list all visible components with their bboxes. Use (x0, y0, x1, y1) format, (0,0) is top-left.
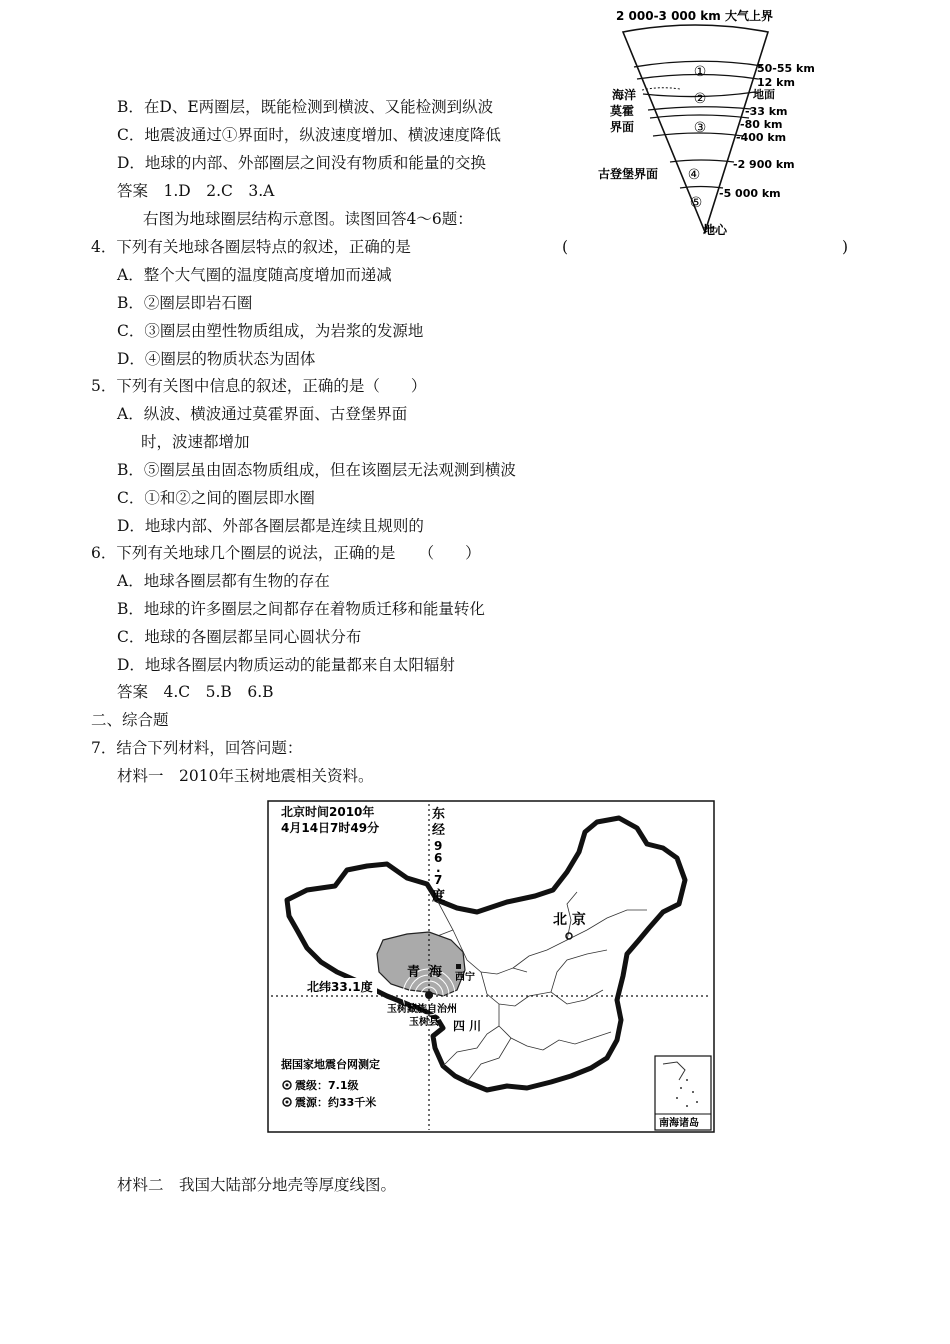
yushu-label-1: 玉树藏族自治州 (387, 1004, 457, 1015)
option-5c: C．①和②之间的圈层即水圈 (117, 489, 315, 507)
option-5a: A．纵波、横波通过莫霍界面、古登堡界面 (117, 405, 408, 423)
yushu-earthquake-map (267, 800, 715, 1134)
longitude-label-3: 9 (434, 839, 443, 853)
inset-label: 南海诸岛 (659, 1118, 699, 1129)
layer-5-label: ⑤ (689, 195, 703, 211)
option-3d: D．地球的内部、外部圈层之间没有物质和能量的交换 (117, 154, 486, 172)
longitude-label-6: 7 (434, 873, 443, 887)
layer-3-label: ③ (693, 120, 707, 136)
moho-label-1: 莫霍 (610, 104, 635, 118)
time-label-2: 4月14日7时49分 (281, 821, 380, 835)
depth-label-400km: -400 km (736, 131, 787, 144)
ocean-label: 海洋 (612, 88, 637, 102)
latitude-label: 北纬33.1度 (307, 980, 373, 994)
question-6: 6．下列有关地球几个圈层的说法，正确的是 （ ） (91, 544, 481, 562)
source-label: 据国家地震台网测定 (281, 1058, 380, 1071)
option-4d: D．④圈层的物质状态为固体 (117, 350, 316, 368)
option-3b: B．在D、E两圈层，既能检测到横波、又能检测到纵波 (117, 98, 494, 116)
option-5b: B．⑤圈层虽由固态物质组成，但在该圈层无法观测到横波 (117, 461, 516, 479)
longitude-label-2: 经 (432, 823, 446, 838)
option-3c: C．地震波通过①界面时，纵波速度增加、横波速度降低 (117, 126, 501, 144)
depth-label-12km: 12 km (757, 76, 795, 89)
option-6a: A．地球各圈层都有生物的存在 (117, 572, 330, 590)
option-5d: D．地球内部、外部各圈层都是连续且规则的 (117, 517, 424, 535)
depth-label-2900km: -2 900 km (733, 158, 795, 171)
longitude-label-4: 6 (434, 851, 443, 865)
option-6c: C．地球的各圈层都呈同心圆状分布 (117, 628, 362, 646)
option-6d: D．地球各圈层内物质运动的能量都来自太阳辐射 (117, 656, 455, 674)
question-4: 4．下列有关地球各圈层特点的叙述，正确的是 (91, 238, 411, 256)
option-4a: A．整个大气圈的温度随高度增加而递减 (117, 266, 392, 284)
earth-center-label: 地心 (703, 223, 728, 237)
layer-2-label: ② (693, 91, 707, 107)
magnitude-label: 震级：7.1级 (295, 1079, 359, 1092)
answer-bracket-open: ( (562, 238, 569, 256)
gutenberg-label: 古登堡界面 (598, 167, 659, 181)
sichuan-label: 四 川 (453, 1019, 482, 1033)
material-2-caption: 材料二 我国大陆部分地壳等厚度线图。 (117, 1176, 397, 1194)
option-6b: B．地球的许多圈层之间都存在着物质迁移和能量转化 (117, 600, 485, 618)
yushu-label-2: 玉树县 (409, 1017, 439, 1028)
intro-4-6: 右图为地球圈层结构示意图。读图回答4～6题： (143, 210, 473, 228)
answer-bracket-close: ) (842, 238, 849, 256)
answer-1-3: 答案 1.D 2.C 3.A (117, 182, 275, 200)
ground-label: 地面 (753, 88, 775, 101)
qinghai-label-2: 海 (429, 965, 443, 980)
depth-label: 震源：约33千米 (295, 1096, 377, 1109)
answer-4-6: 答案 4.C 5.B 6.B (117, 683, 274, 701)
beijing-label: 北 京 (553, 912, 586, 928)
layer-1-label: ① (693, 64, 707, 80)
xining-label: 西宁 (455, 972, 475, 983)
longitude-label-5: . (436, 861, 441, 875)
depth-label-50km: 50-55 km (757, 62, 815, 75)
option-4b: B．②圈层即岩石圈 (117, 294, 253, 312)
xining-marker (456, 964, 461, 969)
time-label-1: 北京时间2010年 (281, 805, 375, 819)
longitude-label-1: 东 (432, 807, 446, 822)
section-heading: 二、综合题 (91, 711, 169, 729)
atmosphere-top-label: 2 000-3 000 km 大气上界 (616, 9, 773, 23)
depth-label-33km: -33 km (745, 105, 788, 118)
qinghai-label-1: 青 (407, 965, 421, 980)
longitude-label-7: 度 (432, 889, 446, 904)
layer-4-label: ④ (687, 167, 701, 183)
earth-structure-diagram (590, 0, 840, 245)
question-5: 5．下列有关图中信息的叙述，正确的是（ ） (91, 377, 427, 395)
option-4c: C．③圈层由塑性物质组成，为岩浆的发源地 (117, 322, 424, 340)
depth-label-5000km: -5 000 km (719, 187, 781, 200)
material-1-caption: 材料一 2010年玉树地震相关资料。 (117, 767, 374, 785)
question-7: 7．结合下列材料，回答问题： (91, 739, 303, 757)
option-5a-cont: 时，波速都增加 (141, 433, 250, 451)
depth-label-80km: -80 km (740, 118, 783, 131)
moho-label-2: 界面 (610, 120, 635, 134)
